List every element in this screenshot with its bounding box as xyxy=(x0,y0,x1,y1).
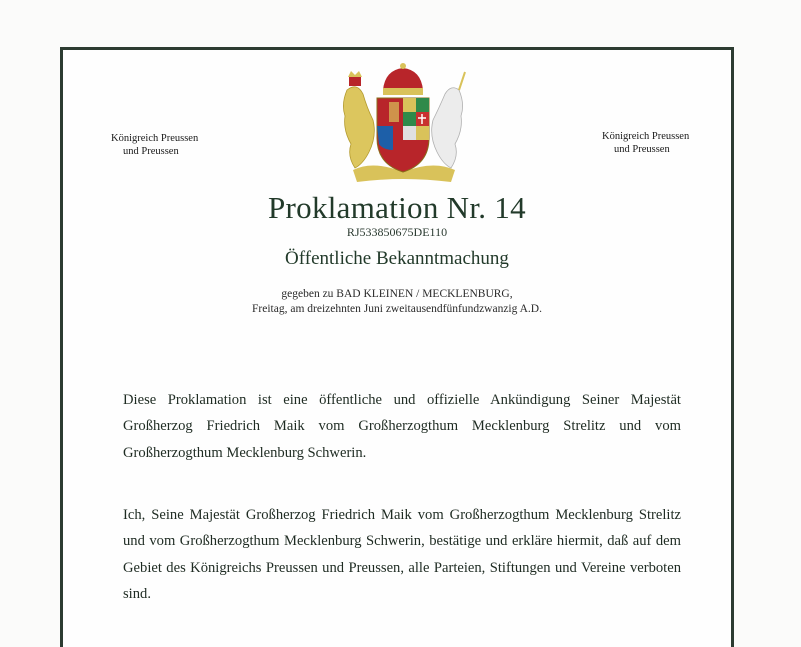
issue-place-date xyxy=(63,287,731,317)
header-left-kingdom xyxy=(111,132,198,158)
paragraph-1: Diese Proklamation ist eine öffentliche und offizielle Ankündigung Seiner Majestät Großherzog Friedrich Maik vom Großherzogthum Mecklenburg Strelitz und vom Großherzogthum Mecklenburg Schwerin. xyxy=(123,391,681,461)
header-right-kingdom xyxy=(602,130,689,156)
proclamation-subtitle: Öffentliche Bekanntmachung xyxy=(285,248,509,269)
header-left-line1: Königreich Preussen xyxy=(111,133,199,144)
coat-of-arms-icon xyxy=(333,60,473,186)
document-frame xyxy=(60,47,734,647)
reference-number: RJ533850675DE110 xyxy=(346,225,448,239)
proclamation-title: Proklamation Nr. 14 xyxy=(268,190,526,225)
paragraph-2: Ich, Seine Majestät Großherzog Friedrich Maik vom Großherzogthum Mecklenburg Strelitz und vom Großherzogthum Mecklenburg Schwerin, bestätige und erkläre hiermit, daß auf dem Gebiet des Königreichs Preussen und Preussen, alle Parteien, Stiftungen und Vereine verboten sind. xyxy=(123,506,681,603)
header-right-line2: und Preussen xyxy=(614,144,670,155)
issue-place: gegeben zu BAD KLEINEN / MECKLENBURG, xyxy=(281,288,513,300)
header-right-line1: Königreich Preussen xyxy=(602,131,690,142)
issue-date: Freitag, am dreizehnten Juni zweitausendfünfundzwanzig A.D. xyxy=(252,303,542,315)
header-left-line2: und Preussen xyxy=(123,146,179,157)
